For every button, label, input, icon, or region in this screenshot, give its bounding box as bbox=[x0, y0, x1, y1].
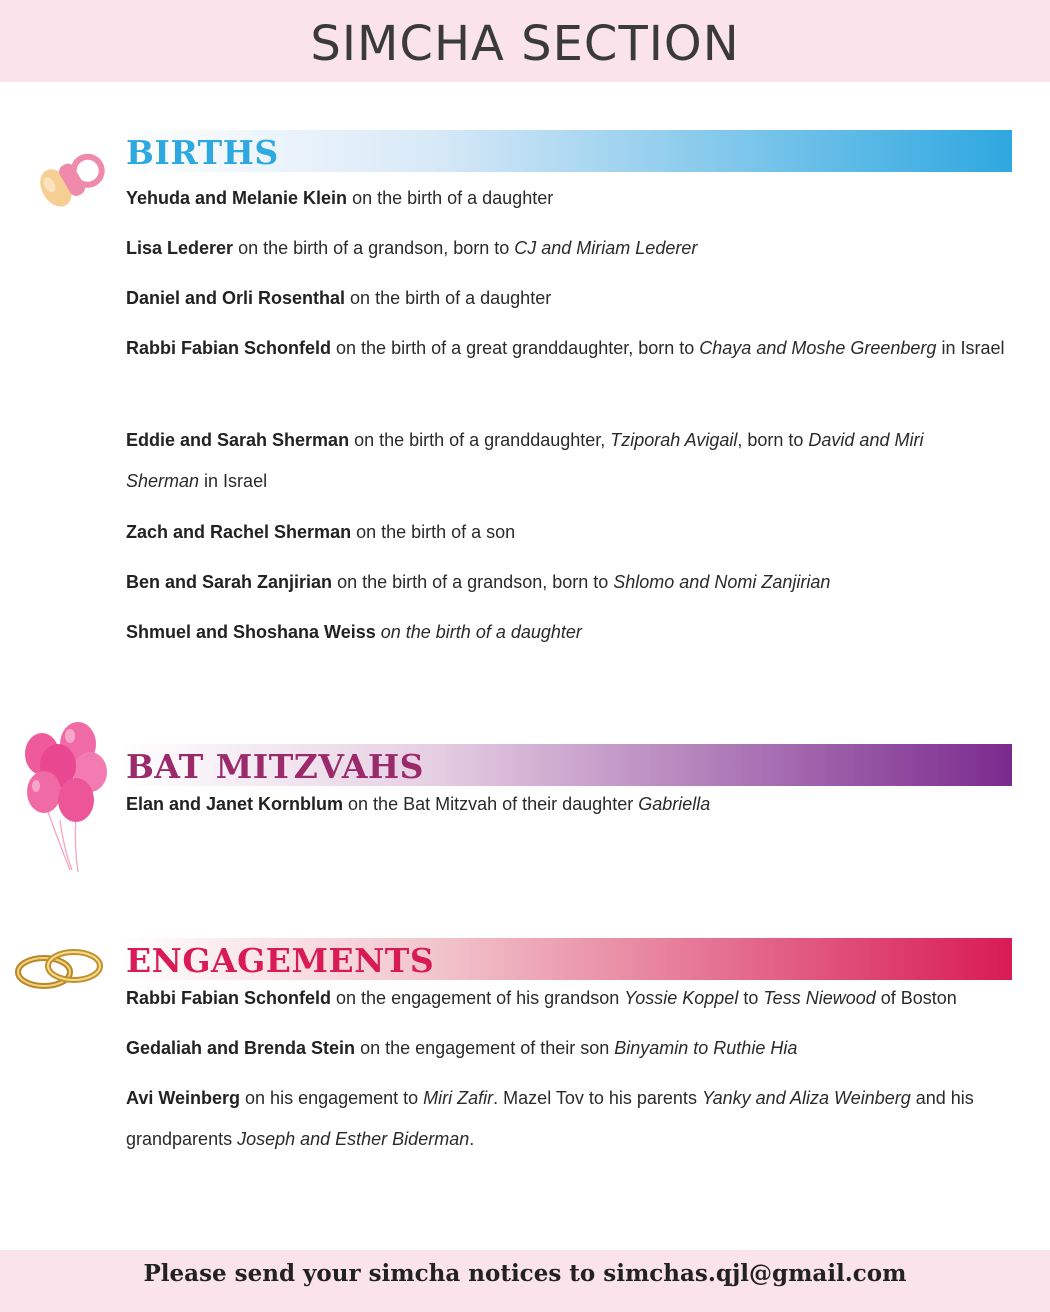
births-heading-band bbox=[120, 130, 1012, 172]
list-item bbox=[126, 612, 1016, 662]
honoree-name: Yehuda and Melanie Klein bbox=[126, 188, 348, 208]
honoree-name: Elan and Janet Kornblum bbox=[126, 794, 344, 814]
item-text: on the birth of a daughter bbox=[347, 188, 554, 208]
italic-name: Binyamin to Ruthie Hia bbox=[614, 1038, 798, 1058]
item-text: on the Bat Mitzvah of their daughter bbox=[343, 794, 639, 814]
item-text: on the birth of a great granddaughter, born to bbox=[331, 338, 700, 358]
page-title: SIMCHA SECTION bbox=[310, 16, 740, 72]
item-text: on the birth of a grandson, born to bbox=[332, 572, 614, 592]
italic-name: Yanky and Aliza Weinberg bbox=[701, 1088, 911, 1108]
honoree-name: Rabbi Fabian Schonfeld bbox=[126, 338, 332, 358]
item-text: . bbox=[469, 1129, 475, 1149]
item-text: in Israel bbox=[936, 338, 1005, 358]
list-item bbox=[126, 278, 1016, 328]
item-text: and his grandparents bbox=[126, 1088, 974, 1149]
item-text: on the birth of a daughter bbox=[345, 288, 552, 308]
page-footer bbox=[0, 1250, 1050, 1312]
italic-name: Gabriella bbox=[638, 794, 711, 814]
list-item bbox=[126, 1028, 1016, 1078]
list-item bbox=[126, 1078, 1016, 1170]
births-heading: BIRTHS bbox=[126, 133, 279, 172]
engagements-list bbox=[126, 978, 1016, 1170]
italic-name: Yossie Koppel bbox=[624, 988, 739, 1008]
list-item bbox=[126, 978, 1016, 1028]
honoree-name: Eddie and Sarah Sherman bbox=[126, 430, 350, 450]
balloons-icon bbox=[20, 720, 112, 883]
footer-message: Please send your simcha notices to simchas.qjl@gmail.com bbox=[143, 1260, 907, 1287]
italic-name: Tess Niewood bbox=[763, 988, 876, 1008]
italic-name: David and Miri Sherman bbox=[126, 430, 924, 491]
italic-name: Tziporah Avigail bbox=[610, 430, 738, 450]
item-text: in Israel bbox=[199, 471, 268, 491]
italic-name: CJ and Miriam Lederer bbox=[514, 238, 698, 258]
list-item bbox=[126, 562, 1016, 612]
batmitzvahs-heading-band bbox=[120, 744, 1012, 786]
honoree-name: Rabbi Fabian Schonfeld bbox=[126, 988, 332, 1008]
list-item bbox=[126, 178, 1016, 228]
item-text: to bbox=[738, 988, 764, 1008]
item-text: , born to bbox=[737, 430, 809, 450]
italic-name: Miri Zafir bbox=[423, 1088, 494, 1108]
page-header bbox=[0, 0, 1050, 82]
wedding-rings-icon bbox=[10, 944, 108, 999]
batmitzvahs-list bbox=[126, 784, 1016, 825]
batmitzvahs-heading: BAT MITZVAHS bbox=[126, 747, 425, 786]
italic-name: Chaya and Moshe Greenberg bbox=[699, 338, 937, 358]
list-item bbox=[126, 784, 1016, 825]
births-list bbox=[126, 178, 1016, 662]
item-text: on the birth of a grandson, born to bbox=[233, 238, 515, 258]
list-item bbox=[126, 512, 1016, 562]
item-text: . Mazel Tov to his parents bbox=[493, 1088, 702, 1108]
item-text: on the engagement of their son bbox=[355, 1038, 615, 1058]
italic-name: Joseph and Esther Biderman bbox=[237, 1129, 470, 1149]
pacifier-icon bbox=[26, 142, 108, 233]
item-text: of Boston bbox=[875, 988, 957, 1008]
italic-name: on the birth of a daughter bbox=[380, 622, 582, 642]
list-item bbox=[126, 420, 956, 512]
item-text: on the engagement of his grandson bbox=[331, 988, 625, 1008]
engagements-heading: ENGAGEMENTS bbox=[126, 941, 435, 980]
honoree-name: Daniel and Orli Rosenthal bbox=[126, 288, 346, 308]
list-item bbox=[126, 328, 1016, 420]
item-text: on the birth of a son bbox=[351, 522, 516, 542]
honoree-name: Shmuel and Shoshana Weiss bbox=[126, 622, 376, 642]
honoree-name: Ben and Sarah Zanjirian bbox=[126, 572, 333, 592]
honoree-name: Zach and Rachel Sherman bbox=[126, 522, 352, 542]
item-text: on the birth of a granddaughter, bbox=[349, 430, 611, 450]
honoree-name: Gedaliah and Brenda Stein bbox=[126, 1038, 356, 1058]
list-item bbox=[126, 228, 1016, 278]
item-text: on his engagement to bbox=[240, 1088, 424, 1108]
honoree-name: Avi Weinberg bbox=[126, 1088, 241, 1108]
engagements-heading-band bbox=[120, 938, 1012, 980]
honoree-name: Lisa Lederer bbox=[126, 238, 234, 258]
italic-name: Shlomo and Nomi Zanjirian bbox=[613, 572, 831, 592]
